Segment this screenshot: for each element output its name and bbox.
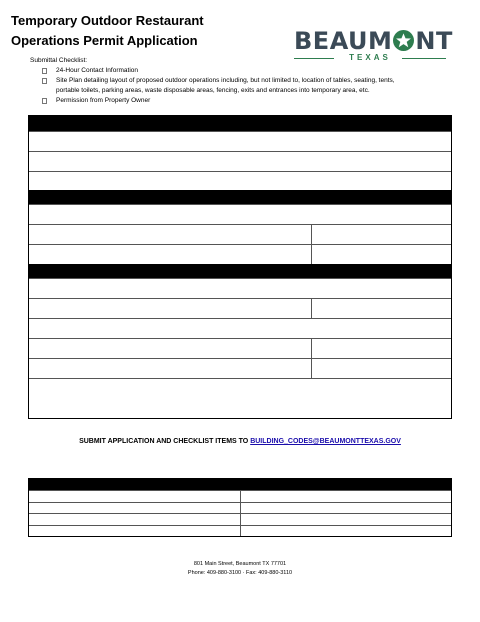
table-row: [29, 490, 451, 502]
section-header-band: [29, 116, 451, 131]
form-row: [29, 244, 451, 264]
table-row: [29, 525, 451, 537]
application-form: [28, 115, 452, 419]
input-field[interactable]: [311, 245, 451, 264]
form-row: [29, 224, 451, 244]
form-row: [29, 298, 451, 318]
form-row: [29, 278, 451, 298]
input-field[interactable]: [29, 514, 240, 525]
footer-phone: Phone: 409-880-3100 · Fax: 409-880-3110: [187, 570, 293, 576]
section-header-band: [29, 479, 451, 490]
form-row: [29, 151, 451, 171]
checkbox[interactable]: [42, 68, 47, 74]
input-field[interactable]: [29, 339, 311, 358]
input-field[interactable]: [29, 319, 451, 338]
star-icon: [393, 30, 414, 51]
input-field[interactable]: [29, 279, 451, 298]
checklist-item: 24-Hour Contact Information: [30, 66, 450, 76]
logo-wordmark: BEAUM NT: [294, 27, 453, 55]
input-field[interactable]: [240, 503, 452, 514]
input-field[interactable]: [311, 225, 451, 244]
input-field[interactable]: [29, 225, 311, 244]
input-field[interactable]: [29, 299, 311, 318]
table-row: [29, 502, 451, 514]
section-header-band: [29, 264, 451, 278]
title-line-2: Operations Permit Application: [11, 33, 198, 48]
footer: [0, 560, 480, 578]
input-field[interactable]: [311, 339, 451, 358]
form-row: [29, 204, 451, 224]
section-header-band: [29, 190, 451, 204]
submit-instructions: SUBMIT APPLICATION AND CHECKLIST ITEMS TO BUILDING_CODES@BEAUMONTTEXAS.GOV: [79, 438, 401, 445]
input-field[interactable]: [29, 245, 311, 264]
input-field[interactable]: [29, 172, 451, 190]
input-field[interactable]: [29, 526, 240, 537]
input-field[interactable]: [29, 152, 451, 171]
textarea-field[interactable]: [29, 379, 451, 418]
office-use-table: [28, 478, 452, 537]
form-row: [29, 338, 451, 358]
email-link[interactable]: BUILDING_CODES@BEAUMONTTEXAS.GOV: [250, 438, 401, 445]
form-row: [29, 131, 451, 151]
checklist-heading: Submittal Checklist:: [30, 57, 88, 64]
checklist-item: Site Plan detailing layout of proposed outdoor operations including, but not limited to, location of tables, seating, tents,: [30, 76, 450, 86]
form-row: [29, 171, 451, 190]
logo-subtitle: TEXAS: [349, 53, 391, 62]
input-field[interactable]: [29, 491, 240, 502]
submittal-checklist: [30, 56, 450, 106]
form-row: [29, 358, 451, 378]
footer-address: 801 Main Street, Beaumont TX 77701: [193, 561, 287, 567]
checklist-item: Permission from Property Owner: [30, 96, 450, 106]
input-field[interactable]: [240, 526, 452, 537]
input-field[interactable]: [311, 359, 451, 378]
input-field[interactable]: [29, 205, 451, 224]
input-field[interactable]: [29, 132, 451, 151]
form-row: [29, 318, 451, 338]
checkbox[interactable]: [42, 98, 47, 104]
title-line-1: Temporary Outdoor Restaurant: [11, 13, 204, 28]
input-field[interactable]: [29, 359, 311, 378]
input-field[interactable]: [29, 503, 240, 514]
input-field[interactable]: [240, 514, 452, 525]
checklist-item-continued: portable toilets, parking areas, waste disposable areas, fencing, exits and entrances into temporary area, etc.: [56, 87, 370, 94]
input-field[interactable]: [311, 299, 451, 318]
table-row: [29, 513, 451, 525]
input-field[interactable]: [240, 491, 452, 502]
checkbox[interactable]: [42, 78, 47, 84]
form-row-large: [29, 378, 451, 418]
form-title: [11, 11, 271, 51]
